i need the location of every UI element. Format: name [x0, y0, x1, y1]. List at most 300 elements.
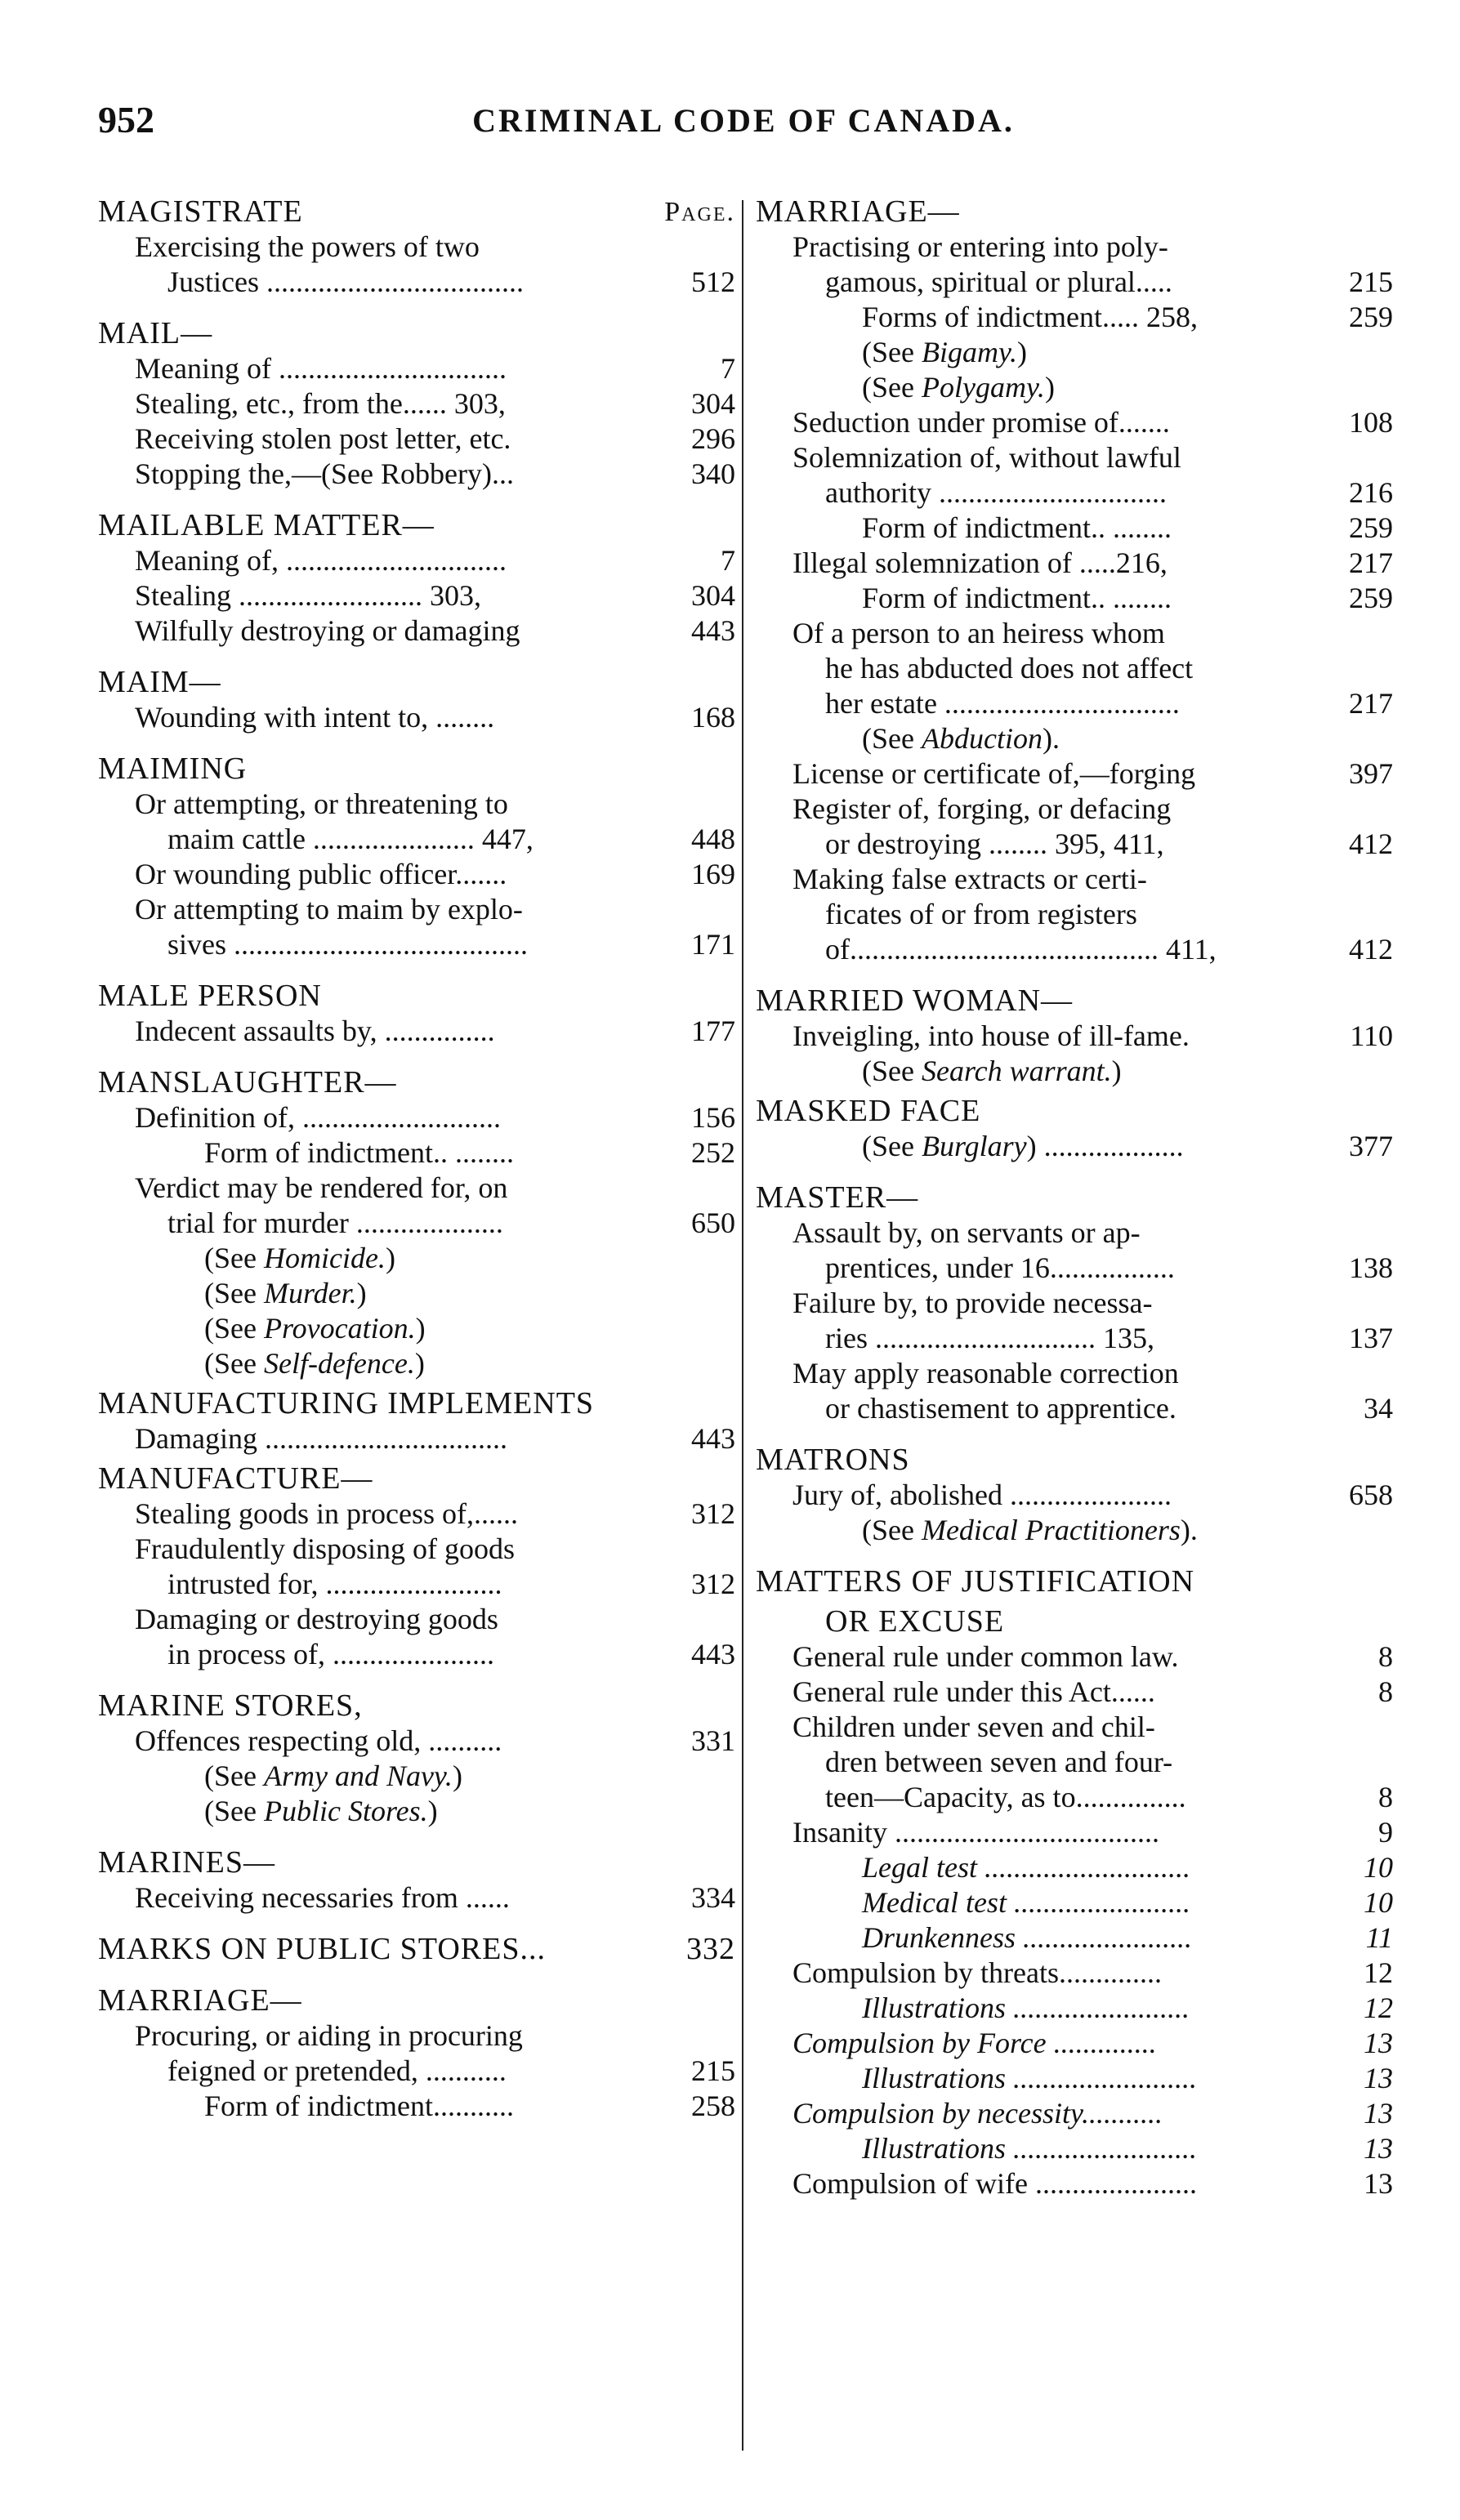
entry-text: Wounding with intent to, ........ — [135, 701, 495, 734]
page-ref: 658 — [1349, 1479, 1393, 1511]
index-entry — [756, 2096, 1393, 2131]
index-entry — [756, 581, 1393, 616]
entry-text: MARINE STORES, — [98, 1688, 363, 1723]
entry-text: Wilfully destroying or damaging — [135, 614, 520, 647]
entry-text: General rule under common law. — [793, 1640, 1179, 1673]
page-ref: 312 — [691, 1497, 735, 1530]
page-ref: 11 — [1365, 1921, 1393, 1954]
entry-text: MARRIAGE— — [756, 194, 960, 229]
index-entry — [98, 613, 735, 649]
page-ref: 259 — [1349, 582, 1393, 614]
page-ref: 312 — [691, 1568, 735, 1600]
see-prefix: (See — [204, 1760, 264, 1792]
index-entry — [756, 300, 1393, 335]
page-ref: 13 — [1364, 2167, 1393, 2200]
entry-text: Compulsion by necessity........... — [793, 2097, 1163, 2130]
page-ref: 217 — [1349, 546, 1393, 579]
index-heading — [98, 752, 735, 787]
cross-reference — [756, 1054, 1393, 1089]
see-suffix: ) — [385, 1242, 395, 1274]
running-title: CRIMINAL CODE OF CANADA. — [472, 102, 1015, 139]
spacer — [98, 649, 735, 660]
page-ref: 259 — [1349, 301, 1393, 333]
see-suffix: ) — [1016, 336, 1027, 368]
entry-text: Receiving necessaries from ...... — [135, 1881, 510, 1914]
index-entry — [756, 1215, 1393, 1251]
page-ref: 448 — [691, 823, 735, 855]
entry-text: Illegal solemnization of .....216, — [793, 546, 1168, 579]
entry-text: authority ............................... — [825, 476, 1167, 509]
index-entry — [98, 1100, 735, 1135]
entry-text: MARRIED WOMAN— — [756, 983, 1074, 1018]
spacer — [98, 1916, 735, 1927]
index-entry — [98, 1171, 735, 1206]
entry-text: teen—Capacity, as to............... — [825, 1781, 1186, 1813]
entry-text: Failure by, to provide necessa- — [793, 1287, 1153, 1319]
page-ref: 259 — [1349, 511, 1393, 544]
index-entry — [756, 1920, 1393, 1956]
index-heading — [98, 1461, 735, 1496]
index-entry — [98, 1496, 735, 1532]
index-entry — [756, 1780, 1393, 1815]
entry-text: Jury of, abolished ...................... — [793, 1479, 1172, 1511]
entry-text: Compulsion by threats.............. — [793, 1956, 1162, 1989]
entry-text: Practising or entering into poly- — [793, 230, 1168, 263]
entry-text: Receiving stolen post letter, etc. — [135, 422, 511, 455]
spacer — [756, 967, 1393, 979]
entry-text: or destroying ........ 395, 411, — [825, 827, 1164, 860]
index-entry — [756, 1885, 1393, 1920]
index-entry — [756, 440, 1393, 475]
index-entry — [756, 1391, 1393, 1426]
see-target: Provocation. — [263, 1312, 416, 1345]
entry-text: MARKS ON PUBLIC STORES... — [98, 1932, 546, 1966]
page-ref: 171 — [691, 928, 735, 961]
cross-reference — [98, 1311, 735, 1346]
see-prefix: (See — [862, 336, 922, 368]
index-entry — [98, 421, 735, 457]
entry-text: MARRIAGE— — [98, 1983, 302, 2018]
index-entry — [98, 1637, 735, 1672]
page-ref: 9 — [1378, 1816, 1393, 1849]
see-target: Self-defence. — [263, 1347, 415, 1380]
page-ref: 8 — [1378, 1781, 1393, 1813]
see-target: Burglary — [921, 1130, 1027, 1162]
see-suffix: ) ................... — [1026, 1130, 1184, 1162]
page-ref: 334 — [691, 1881, 735, 1914]
entry-text: ficates of or from registers — [825, 898, 1137, 930]
entry-text: Exercising the powers of two — [135, 230, 480, 263]
index-entry — [98, 1567, 735, 1602]
entry-text: Fraudulently disposing of goods — [135, 1532, 515, 1565]
index-entry — [756, 1956, 1393, 1991]
entry-text: Meaning of, .............................. — [135, 544, 507, 577]
see-prefix: (See — [204, 1795, 264, 1827]
entry-text: intrusted for, ........................ — [167, 1568, 502, 1600]
entry-text: Children under seven and chil- — [793, 1710, 1155, 1743]
page-ref: 156 — [691, 1101, 735, 1134]
index-heading — [756, 1180, 1393, 1215]
cross-reference — [756, 370, 1393, 405]
page-ref: 512 — [691, 265, 735, 298]
index-entry — [756, 2131, 1393, 2166]
entry-text: of.......................................... 411, — [825, 933, 1217, 966]
entry-text: Drunkenness ....................... — [862, 1921, 1192, 1954]
index-entry — [98, 1532, 735, 1567]
entry-text: May apply reasonable correction — [793, 1357, 1179, 1389]
entry-text: MAILABLE MATTER— — [98, 508, 435, 542]
entry-text: Form of indictment.. ........ — [204, 1136, 514, 1169]
index-entry — [98, 1135, 735, 1171]
index-entry — [756, 616, 1393, 651]
index-entry — [756, 1710, 1393, 1745]
cross-reference — [756, 1513, 1393, 1548]
index-entry — [98, 457, 735, 492]
page-ref: 304 — [691, 387, 735, 420]
entry-text: sives ........................................ — [167, 928, 528, 961]
index-entry — [98, 1602, 735, 1637]
index-entry — [756, 475, 1393, 511]
index-entry — [98, 265, 735, 300]
page-ref: 13 — [1364, 2027, 1393, 2059]
index-entry — [98, 2054, 735, 2089]
index-entry — [98, 927, 735, 962]
index-entry — [756, 546, 1393, 581]
entry-text: maim cattle ...................... 447, — [167, 823, 534, 855]
index-entry — [756, 1745, 1393, 1780]
entry-text: Insanity .................................... — [793, 1816, 1159, 1849]
entry-text: Definition of, ........................... — [135, 1101, 501, 1134]
entry-text: Stealing goods in process of,...... — [135, 1497, 518, 1530]
entry-text: OR EXCUSE — [825, 1604, 1005, 1639]
see-target: Medical Practitioners — [921, 1514, 1181, 1546]
see-suffix: ). — [1180, 1514, 1198, 1546]
page-ref: 304 — [691, 579, 735, 612]
page-ref: 7 — [721, 352, 735, 385]
index-entry — [756, 2061, 1393, 2096]
entry-text: Illustrations ......................... — [862, 2132, 1198, 2165]
entry-text: Compulsion by Force .............. — [793, 2027, 1157, 2059]
cross-reference — [98, 1241, 735, 1276]
entry-text: General rule under this Act...... — [793, 1675, 1155, 1708]
index-entry — [98, 2089, 735, 2124]
see-prefix: (See — [862, 1130, 922, 1162]
entry-text: Illustrations ........................ — [862, 1991, 1190, 2024]
index-entry — [756, 897, 1393, 932]
entry-text: prentices, under 16................. — [825, 1251, 1175, 1284]
index-entry — [756, 1321, 1393, 1356]
entry-text: Medical test ........................ — [862, 1886, 1190, 1919]
index-entry — [756, 862, 1393, 897]
index-entry — [98, 578, 735, 613]
index-heading — [756, 194, 1393, 230]
index-heading — [98, 194, 735, 230]
entry-text: Assault by, on servants or ap- — [793, 1216, 1141, 1249]
see-target: Army and Navy. — [263, 1760, 453, 1792]
index-entry — [756, 1356, 1393, 1391]
entry-text: or chastisement to apprentice. — [825, 1392, 1176, 1425]
see-suffix: ) — [1111, 1055, 1122, 1087]
index-entry — [756, 2026, 1393, 2061]
entry-text: Seduction under promise of....... — [793, 406, 1170, 439]
entry-text: Stealing ......................... 303, — [135, 579, 481, 612]
page-ref: 252 — [691, 1136, 735, 1169]
cross-reference — [756, 1129, 1393, 1164]
page-ref: 12 — [1364, 1991, 1393, 2024]
entry-text: MAIL— — [98, 316, 213, 350]
index-heading — [98, 1983, 735, 2018]
page-ref: 650 — [691, 1206, 735, 1239]
index-heading — [98, 1065, 735, 1100]
spacer — [98, 1672, 735, 1684]
index-entry — [756, 1251, 1393, 1286]
entry-text: Making false extracts or certi- — [793, 863, 1147, 895]
entry-text: Form of indictment.. ........ — [862, 511, 1172, 544]
index-entry — [756, 1991, 1393, 2026]
page-ref: 7 — [721, 544, 735, 577]
entry-text: Damaging or destroying goods — [135, 1603, 498, 1635]
index-heading — [756, 983, 1393, 1019]
page-ref: 397 — [1349, 757, 1393, 790]
index-heading — [98, 1845, 735, 1880]
entry-text: gamous, spiritual or plural..... — [825, 265, 1172, 298]
index-entry — [98, 857, 735, 892]
page-ref: 215 — [691, 2054, 735, 2087]
index-entry — [756, 511, 1393, 546]
index-entry — [756, 792, 1393, 827]
index-entry — [98, 543, 735, 578]
spacer — [98, 300, 735, 311]
entry-text: Solemnization of, without lawful — [793, 441, 1181, 474]
page-number: 952 — [98, 99, 154, 140]
page-ref: 217 — [1349, 687, 1393, 720]
entry-text: Stealing, etc., from the...... 303, — [135, 387, 506, 420]
left-column — [98, 190, 735, 2124]
see-suffix: ) — [414, 1347, 425, 1380]
see-target: Homicide. — [263, 1242, 386, 1274]
see-target: Public Stores. — [263, 1795, 428, 1827]
see-prefix: (See — [862, 722, 922, 755]
page-ref: 215 — [1349, 265, 1393, 298]
index-entry — [756, 265, 1393, 300]
column-divider — [742, 200, 743, 2451]
cross-reference — [98, 1794, 735, 1829]
entry-text: MAGISTRATE — [98, 194, 303, 229]
see-suffix: ) — [1044, 371, 1055, 404]
index-entry — [98, 351, 735, 386]
index-heading — [98, 979, 735, 1014]
page-ref: 137 — [1349, 1322, 1393, 1354]
index-entry — [756, 1478, 1393, 1513]
index-entry — [756, 686, 1393, 721]
entry-text: Offences respecting old, .......... — [135, 1724, 502, 1757]
entry-text: Indecent assaults by, ............... — [135, 1015, 495, 1047]
spacer — [98, 735, 735, 747]
index-heading — [98, 1688, 735, 1724]
entry-text: ries .............................. 135, — [825, 1322, 1154, 1354]
entry-text: Damaging ................................. — [135, 1422, 507, 1455]
right-column — [756, 190, 1393, 2201]
entry-text: Or attempting, or threatening to — [135, 787, 508, 820]
page-ref: 8 — [1378, 1640, 1393, 1673]
page-ref: 443 — [691, 1638, 735, 1670]
spacer — [756, 1164, 1393, 1175]
entry-text: Procuring, or aiding in procuring — [135, 2019, 523, 2052]
see-target: Abduction — [921, 722, 1043, 755]
index-entry — [98, 700, 735, 735]
index-heading — [98, 508, 735, 543]
index-entry — [756, 1019, 1393, 1054]
page-ref: 10 — [1364, 1886, 1393, 1919]
entry-text: MANUFACTURING IMPLEMENTS — [98, 1386, 595, 1421]
page-ref: 110 — [1350, 1019, 1393, 1052]
page-ref: 34 — [1364, 1392, 1393, 1425]
index-entry — [98, 787, 735, 822]
see-prefix: (See — [862, 1055, 922, 1087]
see-prefix: (See — [862, 1514, 922, 1546]
entry-text: Meaning of ............................... — [135, 352, 507, 385]
index-entry — [98, 1206, 735, 1241]
see-target: Polygamy. — [921, 371, 1045, 404]
see-prefix: (See — [204, 1277, 264, 1309]
index-heading — [756, 1564, 1393, 1599]
entry-text: trial for murder .................... — [167, 1206, 503, 1239]
entry-text: he has abducted does not affect — [825, 652, 1194, 685]
cross-reference — [756, 335, 1393, 370]
page-ref: 177 — [691, 1015, 735, 1047]
see-suffix: ) — [415, 1312, 426, 1345]
index-heading — [98, 316, 735, 351]
index-entry — [98, 892, 735, 927]
page-ref: 10 — [1364, 1851, 1393, 1884]
entry-text: MANSLAUGHTER— — [98, 1065, 397, 1099]
page-ref: 412 — [1349, 933, 1393, 966]
index-entry — [98, 2018, 735, 2054]
index-entry — [756, 1675, 1393, 1710]
index-entry — [98, 230, 735, 265]
entry-text: her estate ................................ — [825, 687, 1180, 720]
entry-text: Form of indictment.. ........ — [862, 582, 1172, 614]
index-heading — [756, 1604, 1393, 1639]
spacer — [756, 1548, 1393, 1559]
cross-reference — [756, 721, 1393, 756]
page-ref: 296 — [691, 422, 735, 455]
index-heading — [98, 1932, 735, 1967]
index-heading — [756, 1094, 1393, 1129]
index-entry — [98, 386, 735, 421]
entry-text: Justices ................................... — [167, 265, 524, 298]
index-entry — [756, 1815, 1393, 1850]
entry-text: Or attempting to maim by explo- — [135, 893, 523, 925]
page-ref: 138 — [1349, 1251, 1393, 1284]
index-entry — [98, 1421, 735, 1456]
spacer — [98, 1829, 735, 1840]
see-suffix: ). — [1042, 722, 1060, 755]
page-ref: 412 — [1349, 827, 1393, 860]
entry-text: in process of, ...................... — [167, 1638, 494, 1670]
index-entry — [756, 1639, 1393, 1675]
see-target: Murder. — [263, 1277, 357, 1309]
entry-text: Forms of indictment..... 258, — [862, 301, 1198, 333]
index-entry — [756, 1286, 1393, 1321]
entry-text: Form of indictment........... — [204, 2090, 514, 2122]
page-ref: 168 — [691, 701, 735, 734]
entry-text: Compulsion of wife ...................... — [793, 2167, 1197, 2200]
page-ref: 8 — [1378, 1675, 1393, 1708]
page-header — [98, 98, 1389, 163]
entry-text: Legal test ............................ — [862, 1851, 1190, 1884]
entry-text: Register of, forging, or defacing — [793, 792, 1172, 825]
see-prefix: (See — [204, 1312, 264, 1345]
index-entry — [756, 932, 1393, 967]
entry-text: MAIM— — [98, 665, 221, 699]
page-ref: 169 — [691, 858, 735, 890]
entry-text: Verdict may be rendered for, on — [135, 1171, 508, 1204]
spacer — [756, 1426, 1393, 1438]
page-ref: 13 — [1364, 2097, 1393, 2130]
see-suffix: ) — [356, 1277, 367, 1309]
cross-reference — [98, 1346, 735, 1381]
see-prefix: (See — [862, 371, 922, 404]
spacer — [98, 962, 735, 974]
index-entry — [98, 1724, 735, 1759]
index-entry — [98, 822, 735, 857]
see-target: Bigamy. — [921, 336, 1017, 368]
entry-text: Stopping the,—(See Robbery)... — [135, 457, 514, 490]
entry-text: Or wounding public officer....... — [135, 858, 507, 890]
page-ref: 443 — [691, 614, 735, 647]
page-ref: 340 — [691, 457, 735, 490]
page-ref: 13 — [1364, 2062, 1393, 2094]
index-entry — [756, 827, 1393, 862]
entry-text: MASTER— — [756, 1180, 919, 1215]
entry-text: MASKED FACE — [756, 1094, 981, 1128]
page-ref: 108 — [1349, 406, 1393, 439]
page-ref: 377 — [1349, 1130, 1393, 1162]
index-entry — [756, 1850, 1393, 1885]
page-ref: 13 — [1364, 2132, 1393, 2165]
index-heading — [98, 1386, 735, 1421]
entry-text: Inveigling, into house of ill-fame. — [793, 1019, 1190, 1052]
see-prefix: (See — [204, 1242, 264, 1274]
index-entry — [756, 651, 1393, 686]
page-ref: 331 — [691, 1724, 735, 1757]
index-entry — [756, 230, 1393, 265]
entry-text: MARINES— — [98, 1845, 276, 1880]
entry-text: MANUFACTURE— — [98, 1461, 373, 1496]
spacer — [98, 1967, 735, 1978]
see-prefix: (See — [204, 1347, 264, 1380]
see-target: Search warrant. — [921, 1055, 1112, 1087]
page-column-label: Page. — [664, 197, 735, 227]
entry-text: dren between seven and four- — [825, 1746, 1173, 1778]
page-ref: 258 — [691, 2090, 735, 2122]
page-ref: 216 — [1349, 476, 1393, 509]
page-ref: 332 — [686, 1932, 735, 1966]
index-heading — [98, 665, 735, 700]
cross-reference — [98, 1759, 735, 1794]
entry-text: MAIMING — [98, 752, 248, 786]
see-suffix: ) — [427, 1795, 438, 1827]
entry-text: MATRONS — [756, 1443, 910, 1477]
index-entry — [756, 756, 1393, 792]
index-entry — [756, 2166, 1393, 2201]
entry-text: Of a person to an heiress whom — [793, 617, 1165, 649]
page-ref: 12 — [1364, 1956, 1393, 1989]
index-entry — [98, 1880, 735, 1916]
entry-text: Illustrations ......................... — [862, 2062, 1198, 2094]
entry-text: License or certificate of,—forging — [793, 757, 1196, 790]
